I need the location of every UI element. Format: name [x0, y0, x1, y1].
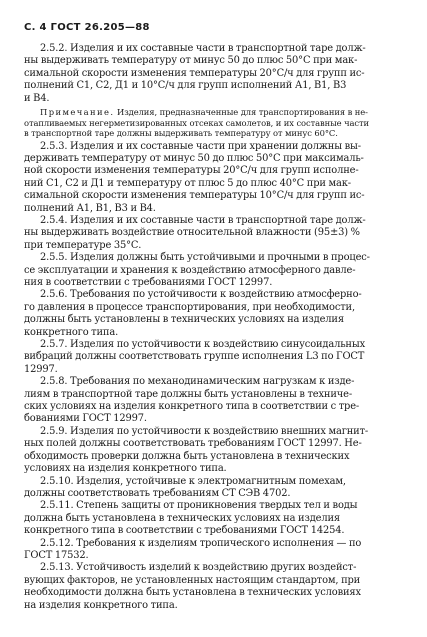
note-block	[24, 107, 405, 139]
note-text: Изделия, предназначенные для транспортирования в не- отапливаемых негерметизированных отсеках самолетов, и их составные части в транспортной таре должны выдерживать температуру от минус 60°С.	[24, 107, 370, 139]
paragraph-2-5-7: 2.5.7. Изделия по устойчивости к воздействию синусоидальных вибраций должны соответствовать группе исполнения L3 по ГОСТ 12997.	[24, 339, 365, 375]
paragraph-2-5-11: 2.5.11. Степень защиты от проникновения твердых тел и воды должна быть установлена в технических условиях на изделия конкретного типа в соответствии с требованиями ГОСТ 14254.	[24, 500, 358, 537]
paragraph-2-5-12: 2.5.12. Требования к изделиям тропического исполнения — по ГОСТ 17532.	[24, 537, 362, 561]
paragraph-2-5-2: 2.5.2. Изделия и их составные части в транспортной таре долж- ны выдерживать температуру от минус 50 до плюс 50°С при мак- симальной скорости изменения температуры 20°С/ч для групп ис- полнений С1, С2, Д1 и 10°С/ч для групп исполнений А1, В1, В3 и В4.	[24, 43, 366, 104]
paragraph-2-5-5: 2.5.5. Изделия должны быть устойчивыми и прочными в процес- се эксплуатации и хранения к воздействию атмосферного давле- ния в соответствии с требованиями ГОСТ 12997.	[24, 252, 370, 288]
paragraph-2-5-8: 2.5.8. Требования по механодинамическим нагрузкам к изде- лиям в транспортной таре должны быть установлены в техниче- ских условиях на изделия конкретного типа в соответствии с тре- бованиями ГОСТ 12997.	[24, 376, 360, 425]
note-label: Примечание.	[40, 107, 115, 118]
page-header: С. 4 ГОСТ 26.205—88	[24, 22, 150, 33]
document-page	[24, 22, 405, 612]
paragraph-2-5-4: 2.5.4. Изделия и их составные части в транспортной таре долж- ны выдерживать воздействие относительной влажности (95±3) % при температуре 35°С.	[24, 214, 366, 251]
paragraph-2-5-3: 2.5.3. Изделия и их составные части при хранении должны вы- держивать температуру от минус 50 до плюс 50°С при максималь- ной скорости изменения температуры 20°С/ч для групп исполне- ний С1, С2 и Д1 и температуру от плюс 5 до плюс 40°С при мак- симальной скорости изменения температуры 10°С/ч для групп ис- полнений А1, В1, В3 и В4.	[24, 140, 365, 214]
paragraph-2-5-6: 2.5.6. Требования по устойчивости к воздействию атмосферно- го давления в процессе транспортирования, при необходимости, должны быть установлены в технических условиях на изделия конкретного типа.	[24, 289, 362, 338]
paragraph-2-5-13: 2.5.13. Устойчивость изделий к воздействию других воздейст- вующих факторов, не установленных настоящим стандартом, при необходимости должна быть установлена в технических условиях на изделия конкретного типа.	[24, 562, 361, 611]
paragraph-2-5-10: 2.5.10. Изделия, устойчивые к электромагнитным помехам, должны соответствовать требованиям СТ СЭВ 4702.	[24, 475, 346, 499]
paragraph-2-5-9: 2.5.9. Изделия по устойчивости к воздействию внешних магнит- ных полей должны соответствовать требованиям ГОСТ 12997. Не- обходимость проверки должна быть установлена в технических условиях на изделия конкретного типа.	[24, 425, 369, 475]
